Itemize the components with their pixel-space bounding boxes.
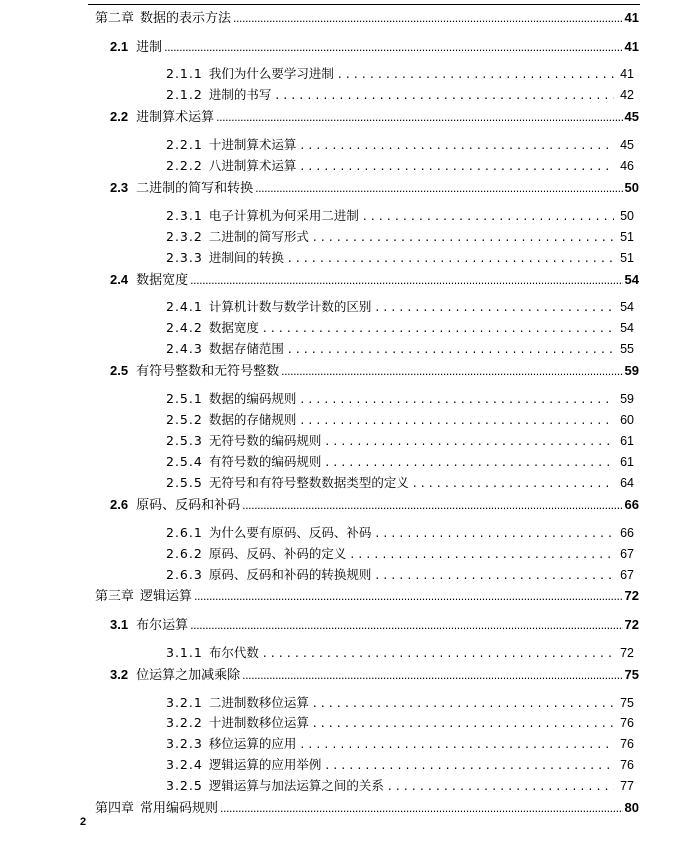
toc-title: 十进制数移位运算 xyxy=(208,715,309,730)
toc-page: 50 xyxy=(624,180,639,195)
toc-title: 二进制数移位运算 xyxy=(208,695,309,710)
dot-leader xyxy=(300,137,614,152)
toc-number: 2.3.1 xyxy=(166,208,203,223)
toc-entry-subsection[interactable] xyxy=(166,693,634,713)
dot-leader xyxy=(300,412,614,427)
toc-title: 原码、反码和补码 xyxy=(136,498,241,513)
toc-entry-subsection[interactable] xyxy=(166,339,634,359)
page-number: 2 xyxy=(80,816,87,828)
toc-entry-section[interactable] xyxy=(110,664,639,684)
toc-number: 2.5 xyxy=(110,363,129,378)
toc-title: 常用编码规则 xyxy=(140,801,219,816)
toc-title: 数据存储范围 xyxy=(208,341,284,356)
toc-title: 逻辑运算的应用举例 xyxy=(208,757,322,772)
toc-entry-section[interactable] xyxy=(110,614,639,634)
toc-number: 2.6.3 xyxy=(166,567,203,582)
toc-title: 数据的编码规则 xyxy=(208,391,297,406)
dot-leader xyxy=(375,525,614,540)
toc-entry-subsection[interactable] xyxy=(166,410,634,430)
dot-leader xyxy=(300,736,614,751)
toc-number: 3.2.4 xyxy=(166,757,203,772)
dot-leader xyxy=(255,181,622,196)
toc-title: 原码、反码和补码的转换规则 xyxy=(208,567,372,582)
toc-entry-subsection[interactable] xyxy=(166,755,634,775)
dot-leader xyxy=(413,475,614,490)
toc-title: 无符号数的编码规则 xyxy=(208,433,322,448)
toc-page: 75 xyxy=(620,696,634,710)
toc-number: 3.1.1 xyxy=(166,645,203,660)
dot-leader xyxy=(300,391,614,406)
toc-number: 2.5.1 xyxy=(166,391,203,406)
toc-number: 2.6.2 xyxy=(166,546,203,561)
toc-entry-subsection[interactable] xyxy=(166,389,634,409)
dot-leader xyxy=(375,299,614,314)
toc-page: 80 xyxy=(624,800,639,815)
dot-leader xyxy=(313,715,614,730)
dot-leader xyxy=(313,695,614,710)
toc-number: 第二章 xyxy=(95,11,135,26)
toc-entry-section[interactable] xyxy=(110,177,639,197)
toc-number: 2.4.2 xyxy=(166,320,203,335)
dot-leader xyxy=(190,618,622,633)
toc-title: 二进制的简写和转换 xyxy=(136,181,254,196)
dot-leader xyxy=(375,567,614,582)
toc-entry-subsection[interactable] xyxy=(166,452,634,472)
dot-leader xyxy=(263,320,614,335)
toc-title: 数据的存储规则 xyxy=(208,412,297,427)
toc-entry-subsection[interactable] xyxy=(166,734,634,754)
toc-entry-chapter[interactable] xyxy=(95,797,639,817)
toc-number: 2.4 xyxy=(110,272,129,287)
toc-entry-subsection[interactable] xyxy=(166,135,634,155)
toc-page: 54 xyxy=(620,321,634,335)
toc-number: 2.3.3 xyxy=(166,250,203,265)
toc-entry-section[interactable] xyxy=(110,494,639,514)
toc-number: 3.2.5 xyxy=(166,778,203,793)
toc-page: 51 xyxy=(620,230,634,244)
toc-page: 41 xyxy=(624,39,639,54)
dot-leader xyxy=(220,801,623,816)
toc-page: 41 xyxy=(624,10,639,25)
toc-page: 72 xyxy=(624,617,639,632)
toc-title: 为什么要有原码、反码、补码 xyxy=(208,525,372,540)
toc-entry-subsection[interactable] xyxy=(166,776,634,796)
toc-entry-subsection[interactable] xyxy=(166,544,634,564)
toc-entry-subsection[interactable] xyxy=(166,565,634,585)
toc-number: 2.1.1 xyxy=(166,66,203,81)
dot-leader xyxy=(242,668,622,683)
toc-entry-section[interactable] xyxy=(110,269,639,289)
toc-page: 41 xyxy=(620,67,634,81)
toc-number: 2.5.5 xyxy=(166,475,203,490)
toc-page: 72 xyxy=(624,588,639,603)
toc-number: 3.2.1 xyxy=(166,695,203,710)
toc-title: 八进制算术运算 xyxy=(208,158,297,173)
toc-number: 2.5.2 xyxy=(166,412,203,427)
toc-title: 进制的书写 xyxy=(208,87,272,102)
dot-leader xyxy=(363,208,614,223)
toc-title: 布尔运算 xyxy=(136,618,189,633)
toc-title: 数据的表示方法 xyxy=(140,11,232,26)
toc-entry-subsection[interactable] xyxy=(166,473,634,493)
toc-title: 移位运算的应用 xyxy=(208,736,297,751)
toc-number: 2.1 xyxy=(110,39,129,54)
dot-leader xyxy=(388,778,614,793)
dot-leader xyxy=(350,546,614,561)
toc-title: 布尔代数 xyxy=(208,645,259,660)
toc-page: 67 xyxy=(620,547,634,561)
toc-number: 2.6.1 xyxy=(166,525,203,540)
toc-page: 76 xyxy=(620,737,634,751)
toc-entry-subsection[interactable] xyxy=(166,227,634,247)
toc-entry-subsection[interactable] xyxy=(166,206,634,226)
toc-title: 进制算术运算 xyxy=(136,110,215,125)
toc-page: 67 xyxy=(620,568,634,582)
toc-page: 45 xyxy=(624,109,639,124)
toc-entry-subsection[interactable] xyxy=(166,713,634,733)
toc-entry-subsection[interactable] xyxy=(166,523,634,543)
toc-page: 42 xyxy=(620,88,634,102)
toc-title: 计算机计数与数学计数的区别 xyxy=(208,299,372,314)
dot-leader xyxy=(338,66,614,81)
dot-leader xyxy=(263,645,614,660)
dot-leader xyxy=(313,229,614,244)
toc-title: 进制 xyxy=(136,40,163,55)
toc-number: 2.2 xyxy=(110,109,129,124)
dot-leader xyxy=(300,158,614,173)
toc-title: 十进制算术运算 xyxy=(208,137,297,152)
toc-title: 电子计算机为何采用二进制 xyxy=(208,208,359,223)
toc-title: 原码、反码、补码的定义 xyxy=(208,546,347,561)
toc-page: 45 xyxy=(620,138,634,152)
toc-title: 位运算之加减乘除 xyxy=(136,668,241,683)
toc-page: 59 xyxy=(624,363,639,378)
toc-page: 72 xyxy=(620,646,634,660)
dot-leader xyxy=(216,110,622,125)
toc-page: 51 xyxy=(620,251,634,265)
toc-number: 3.2.3 xyxy=(166,736,203,751)
toc-title: 逻辑运算 xyxy=(140,589,193,604)
toc-title: 有符号整数和无符号整数 xyxy=(136,364,280,379)
toc-entry-subsection[interactable] xyxy=(166,318,634,338)
toc-title: 逻辑运算与加法运算之间的关系 xyxy=(208,778,384,793)
toc-title: 我们为什么要学习进制 xyxy=(208,66,334,81)
toc-entry-subsection[interactable] xyxy=(166,248,634,268)
toc-entry-subsection[interactable] xyxy=(166,64,634,84)
toc-number: 3.2 xyxy=(110,667,129,682)
dot-leader xyxy=(164,40,622,55)
toc-page: 60 xyxy=(620,413,634,427)
toc-number: 3.2.2 xyxy=(166,715,203,730)
toc-page: 61 xyxy=(620,434,634,448)
toc-number: 2.2.2 xyxy=(166,158,203,173)
toc-page: 59 xyxy=(620,392,634,406)
toc-page: 75 xyxy=(624,667,639,682)
toc-number: 2.3 xyxy=(110,180,129,195)
toc-entry-subsection[interactable] xyxy=(166,643,634,663)
toc-number: 2.4.3 xyxy=(166,341,203,356)
dot-leader xyxy=(288,250,614,265)
toc-number: 2.2.1 xyxy=(166,137,203,152)
toc-entry-chapter[interactable] xyxy=(95,7,639,27)
toc-number: 2.4.1 xyxy=(166,299,203,314)
toc-title: 无符号和有符号整数数据类型的定义 xyxy=(208,475,409,490)
toc-number: 3.1 xyxy=(110,617,129,632)
toc-entry-subsection[interactable] xyxy=(166,431,634,451)
toc-page: 55 xyxy=(620,342,634,356)
toc-entry-subsection[interactable] xyxy=(166,85,634,105)
dot-leader xyxy=(233,11,623,26)
dot-leader xyxy=(190,273,622,288)
toc-entry-section[interactable] xyxy=(110,36,639,56)
toc-page: 50 xyxy=(620,209,634,223)
toc-number: 第三章 xyxy=(95,589,135,604)
toc-page: 46 xyxy=(620,159,634,173)
toc-title: 进制间的转换 xyxy=(208,250,284,265)
toc-number: 2.3.2 xyxy=(166,229,203,244)
dot-leader xyxy=(325,433,614,448)
dot-leader xyxy=(281,364,622,379)
toc-title: 数据宽度 xyxy=(208,320,259,335)
toc-page: 66 xyxy=(624,497,639,512)
dot-leader xyxy=(288,341,614,356)
toc-page: 61 xyxy=(620,455,634,469)
toc-number: 2.1.2 xyxy=(166,87,203,102)
toc-page: 54 xyxy=(620,300,634,314)
toc-page: 76 xyxy=(620,716,634,730)
toc-title: 二进制的简写形式 xyxy=(208,229,309,244)
toc-entry-subsection[interactable] xyxy=(166,156,634,176)
toc-entry-chapter[interactable] xyxy=(95,585,639,605)
toc-number: 2.5.3 xyxy=(166,433,203,448)
dot-leader xyxy=(325,454,614,469)
toc-page: 66 xyxy=(620,526,634,540)
toc-page: 54 xyxy=(624,272,639,287)
toc-title: 数据宽度 xyxy=(136,273,189,288)
dot-leader xyxy=(194,589,623,604)
toc-number: 2.6 xyxy=(110,497,129,512)
toc-entry-section[interactable] xyxy=(110,106,639,126)
toc-number: 2.5.4 xyxy=(166,454,203,469)
toc-page: 64 xyxy=(620,476,634,490)
dot-leader xyxy=(325,757,614,772)
toc-page: 76 xyxy=(620,758,634,772)
toc-title: 有符号数的编码规则 xyxy=(208,454,322,469)
dot-leader xyxy=(242,498,622,513)
toc-entry-section[interactable] xyxy=(110,360,639,380)
toc-entry-subsection[interactable] xyxy=(166,297,634,317)
toc-page: 77 xyxy=(620,779,634,793)
dot-leader xyxy=(275,87,614,102)
toc-number: 第四章 xyxy=(95,801,135,816)
